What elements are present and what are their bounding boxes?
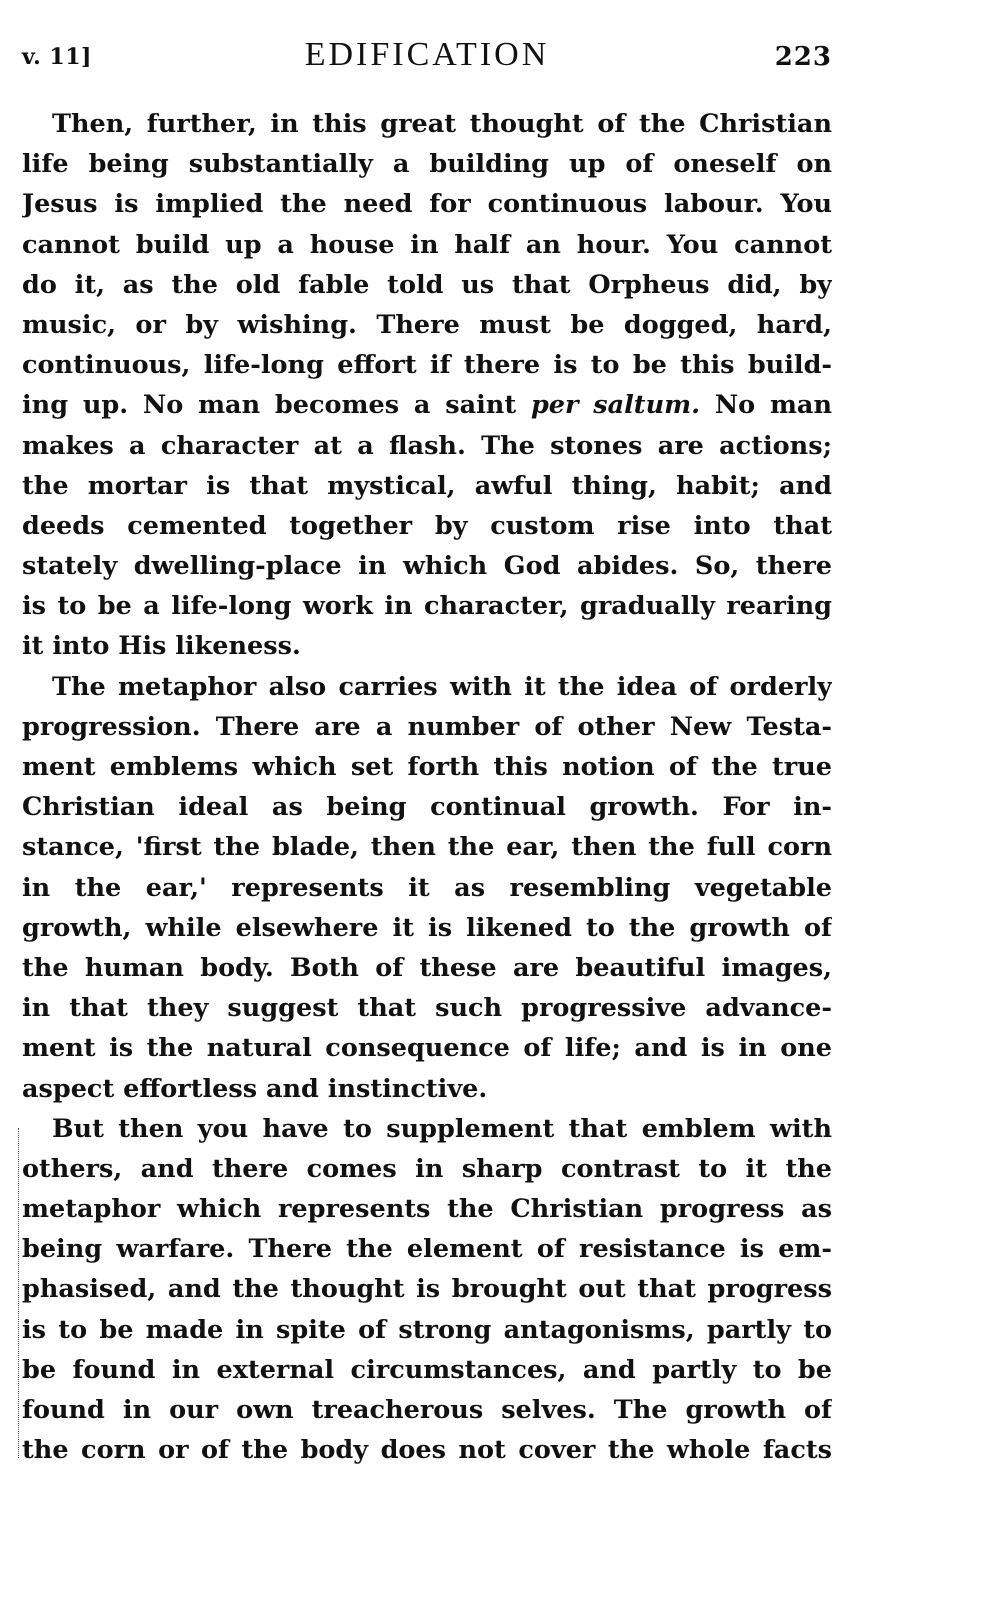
text-line: the mortar is that mystical, awful thing, habit; and (22, 470, 832, 501)
text-line: ment is the natural consequence of life; and is in one (22, 1033, 832, 1064)
text-line: be found in external circumstances, and partly to be (22, 1354, 832, 1385)
page-number: 223 (774, 42, 832, 72)
text-line: stately dwelling-place in which God abides. So, there (22, 551, 832, 582)
text-line: do it, as the old fable told us that Orpheus did, by (22, 269, 832, 300)
text-line: Jesus is implied the need for continuous labour. You (22, 189, 832, 220)
text-line: it into His likeness. (22, 631, 301, 662)
text-line: progression. There are a number of other New Testa- (22, 711, 832, 742)
paragraph-1 (22, 104, 832, 667)
running-head (22, 36, 832, 76)
text-line: continuous, life-long effort if there is to be this build- (22, 350, 832, 381)
text-line: But then you have to supplement that emblem with (52, 1113, 832, 1144)
text-line: life being substantially a building up of oneself on (22, 149, 832, 180)
running-title: EDIFICATION (304, 36, 550, 73)
text-line: The metaphor also carries with it the idea of orderly (52, 671, 832, 702)
paragraph-3 (22, 1109, 832, 1471)
text-line: ment emblems which set forth this notion of the true (22, 752, 832, 782)
paragraph-2 (22, 667, 832, 1109)
text-line: deeds cemented together by custom rise into that (22, 510, 832, 541)
text-line: metaphor which represents the Christian progress as (22, 1194, 832, 1225)
text-line: the human body. Both of these are beautiful images, (22, 952, 832, 983)
book-page (22, 0, 832, 1602)
text-line: being warfare. There the element of resistance is em- (22, 1234, 832, 1265)
text-line: phasised, and the thought is brought out that progress (22, 1274, 832, 1305)
text-line: in the ear,' represents it as resembling vegetable (22, 872, 832, 903)
text-line: Christian ideal as being continual growth. For in- (22, 792, 832, 823)
text-line: makes a character at a flash. The stones are actions; (22, 430, 832, 461)
text-line: others, and there comes in sharp contrast to it the (22, 1153, 832, 1184)
text-line: found in our own treacherous selves. The growth of (22, 1395, 832, 1425)
italic-phrase: per saltum. (530, 390, 700, 421)
margin-scan-mark (18, 1128, 20, 1458)
text-line: the corn or of the body does not cover the whole facts (22, 1435, 832, 1466)
text-line: is to be made in spite of strong antagonisms, partly to (22, 1314, 832, 1345)
text-line: cannot build up a house in half an hour. You cannot (22, 229, 832, 260)
text-line: music, or by wishing. There must be dogged, hard, (22, 309, 832, 340)
text-line: growth, while elsewhere it is likened to the growth of (22, 912, 832, 943)
text-line: ing up. No man becomes a saint per saltum. No man (22, 390, 832, 421)
text-line: stance, 'first the blade, then the ear, then the full corn (22, 832, 832, 863)
chapter-reference: v. 11] (22, 44, 92, 70)
body-text (22, 104, 832, 1470)
text-line: is to be a life-long work in character, gradually rearing (22, 591, 832, 622)
text-line: in that they suggest that such progressive advance- (22, 993, 832, 1024)
text-line: Then, further, in this great thought of the Christian (52, 109, 832, 139)
text-line: aspect effortless and instinctive. (22, 1073, 488, 1104)
